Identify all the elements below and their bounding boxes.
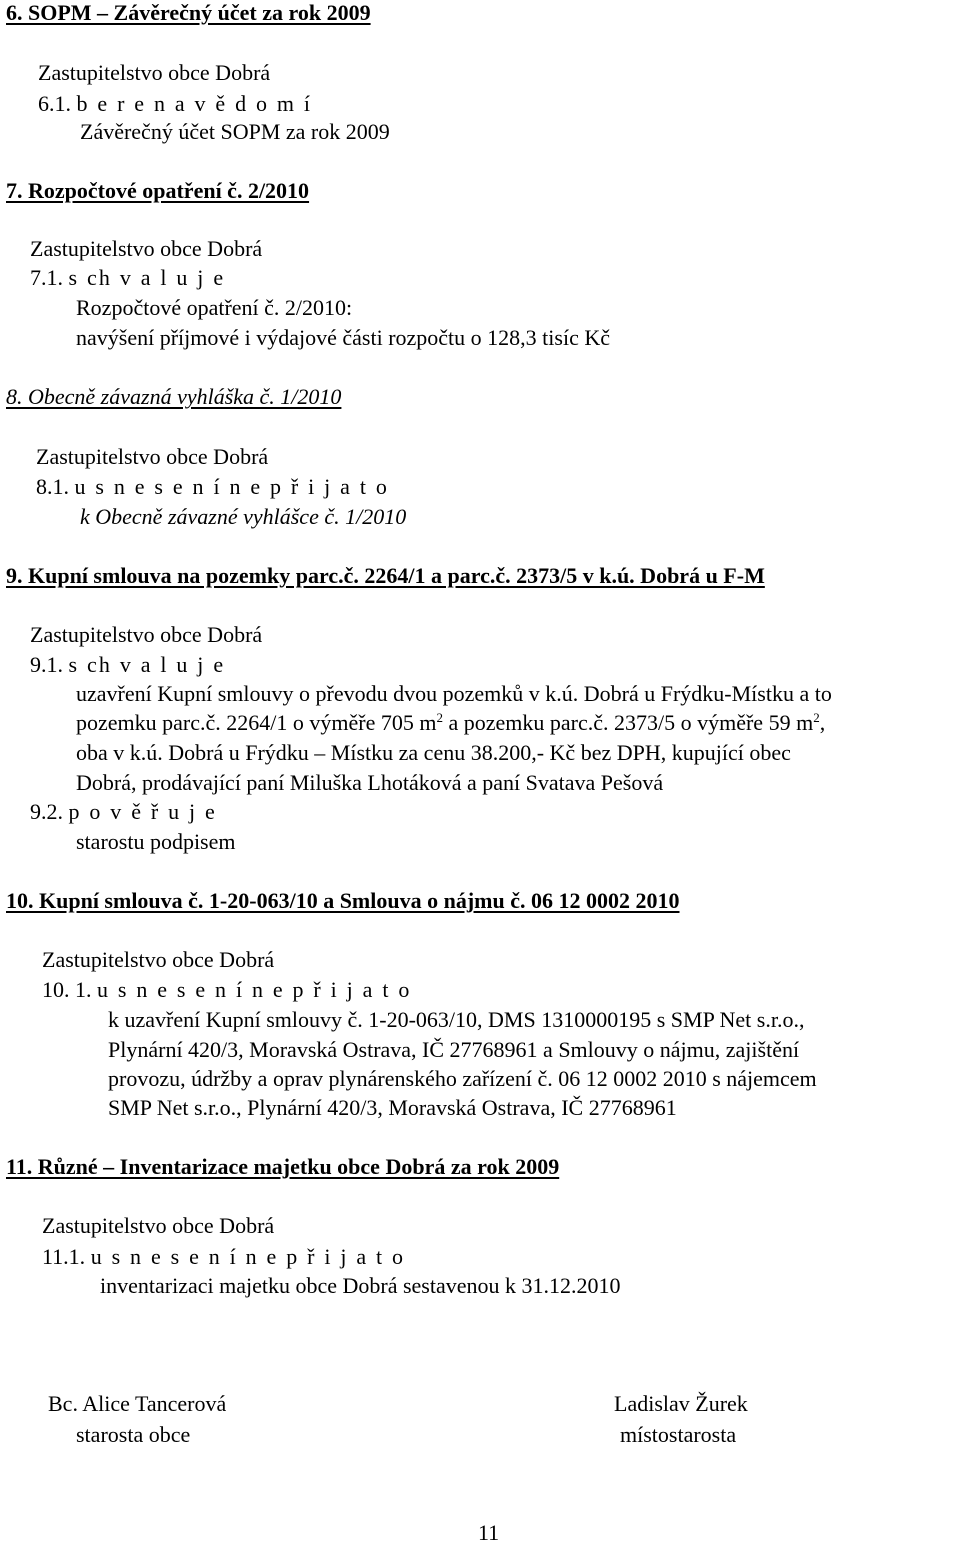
resolution-number: 11.1. (42, 1244, 86, 1269)
section-6-resolution (38, 93, 312, 115)
page-number: 11 (478, 1520, 500, 1545)
section-10-resolution (42, 979, 412, 1001)
resolution-number: 7.1. (30, 265, 63, 290)
section-9-line-4: Dobrá, prodávající paní Miluška Lhotáková a paní Svatava Pešová (76, 770, 664, 795)
section-11-body: Zastupitelstvo obce Dobrá (42, 1213, 275, 1238)
resolution-verb: u s n e s e n í n e p ř i j a t o (90, 1244, 406, 1269)
section-6-text: Závěrečný účet SOPM za rok 2009 (80, 119, 390, 144)
signature-left-name: Bc. Alice Tancerová (48, 1391, 227, 1416)
section-11-heading: 11. Různé – Inventarizace majetku obce Dobrá za rok 2009 (6, 1154, 560, 1179)
section-7-resolution (30, 267, 225, 289)
section-9-line-1: uzavření Kupní smlouvy o převodu dvou pozemků v k.ú. Dobrá u Frýdku-Místku a to (76, 681, 832, 706)
resolution-verb: s ch v a l u j e (68, 652, 226, 677)
section-6-heading: 6. SOPM – Závěrečný účet za rok 2009 (6, 0, 371, 25)
section-9-heading: 9. Kupní smlouva na pozemky parc.č. 2264/1 a parc.č. 2373/5 v k.ú. Dobrá u F-M (6, 563, 765, 588)
section-9-resolution-2 (30, 801, 217, 823)
section-11-text: inventarizaci majetku obce Dobrá sestavenou k 31.12.2010 (100, 1273, 621, 1298)
section-10-heading: 10. Kupní smlouva č. 1-20-063/10 a Smlouva o nájmu č. 06 12 0002 2010 (6, 888, 680, 913)
resolution-verb: s ch v a l u j e (68, 265, 226, 290)
section-7-body: Zastupitelstvo obce Dobrá (30, 236, 263, 261)
section-8-resolution (36, 476, 389, 498)
resolution-verb: u s n e s e n í n e p ř i j a t o (74, 474, 390, 499)
section-9-line-5: starostu podpisem (76, 829, 236, 854)
section-7-line-2: navýšení příjmové i výdajové části rozpočtu o 128,3 tisíc Kč (76, 325, 610, 350)
section-8-heading: 8. Obecně závazná vyhláška č. 1/2010 (6, 384, 342, 409)
resolution-number: 9.2. (30, 799, 63, 824)
section-6-body: Zastupitelstvo obce Dobrá (38, 60, 271, 85)
signature-left-role: starosta obce (76, 1422, 191, 1447)
resolution-number: 10. 1. (42, 977, 92, 1002)
resolution-number: 8.1. (36, 474, 69, 499)
section-9-line-2: pozemku parc.č. 2264/1 o výměře 705 $m^2$ a pozemku parc.č. 2373/5 o výměře 59 $m^2$, (76, 710, 826, 735)
section-9-line-3: oba v k.ú. Dobrá u Frýdku – Místku za cenu 38.200,- Kč bez DPH, kupující obec (76, 740, 791, 765)
signature-right-name: Ladislav Žurek (614, 1391, 748, 1416)
signature-right-role: místostarosta (620, 1422, 737, 1447)
resolution-verb: u s n e s e n í n e p ř i j a t o (97, 977, 412, 1002)
resolution-number: 6.1. (38, 91, 71, 116)
resolution-verb: p o v ě ř u j e (68, 799, 217, 824)
resolution-number: 9.1. (30, 652, 63, 677)
section-9-body: Zastupitelstvo obce Dobrá (30, 622, 263, 647)
section-8-text: k Obecně závazné vyhlášce č. 1/2010 (80, 504, 407, 529)
section-10-line-3: provozu, údržby a oprav plynárenského zařízení č. 06 12 0002 2010 s nájemcem (108, 1066, 817, 1091)
section-10-line-1: k uzavření Kupní smlouvy č. 1-20-063/10, DMS 1310000195 s SMP Net s.r.o., (108, 1007, 805, 1032)
resolution-verb: b e r e n a v ě d o m í (76, 91, 313, 116)
section-11-resolution (42, 1246, 405, 1268)
section-10-line-2: Plynární 420/3, Moravská Ostrava, IČ 27768961 a Smlouvy o nájmu, zajištění (108, 1037, 800, 1062)
section-7-heading: 7. Rozpočtové opatření č. 2/2010 (6, 178, 310, 203)
section-10-line-4: SMP Net s.r.o., Plynární 420/3, Moravská Ostrava, IČ 27768961 (108, 1095, 677, 1120)
section-9-resolution-1 (30, 654, 225, 676)
section-7-line-1: Rozpočtové opatření č. 2/2010: (76, 295, 353, 320)
section-10-body: Zastupitelstvo obce Dobrá (42, 947, 275, 972)
section-8-body: Zastupitelstvo obce Dobrá (36, 444, 269, 469)
